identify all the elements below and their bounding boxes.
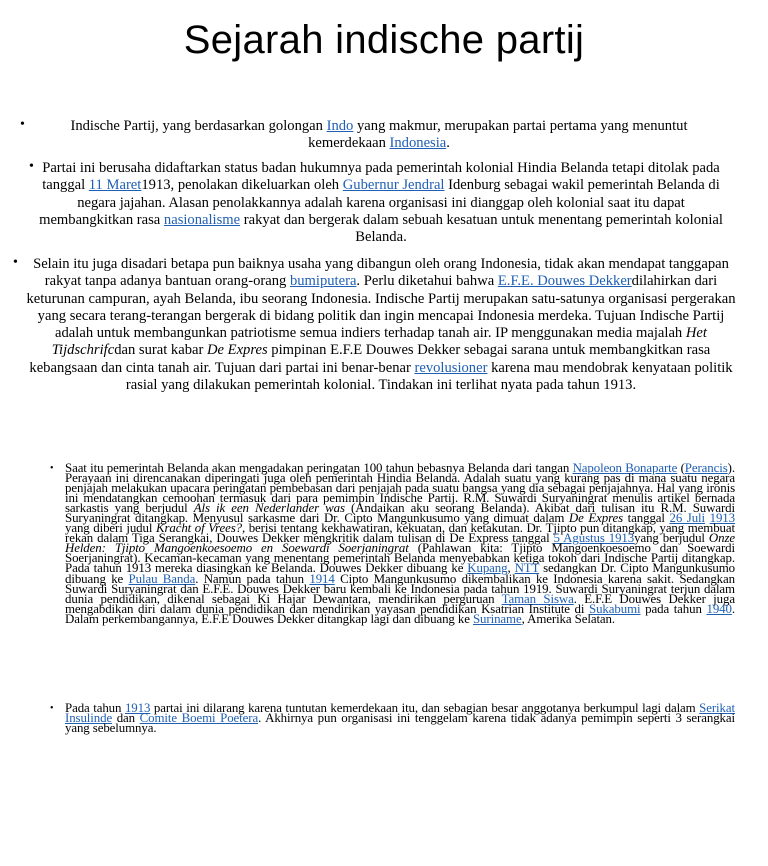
link-5-agustus-1913[interactable]: 5 Agustus 1913 (553, 531, 635, 546)
link-taman-siswa[interactable]: Taman Siswa (501, 591, 574, 606)
paragraph-1: Indische Partij, yang berdasarkan golongan Indo yang makmur, merupakan partai pertama yang menuntut kemerdekaan Indonesia. (70, 118, 688, 152)
paragraph-5: Pada tahun 1913 partai ini dilarang karena tuntutan kemerdekaan itu, dan sebagian besar anggotanya berkumpul lagi dalam Serikat Insulinde dan Comite Boemi Poetera. Akhirnya pun organisasi ini tenggelam karena tidak adanya pemimpin seperti 3 serangkai yang sebelumnya. (65, 701, 735, 736)
link-1914[interactable]: 1914 (309, 571, 335, 586)
link-kupang[interactable]: Kupang (467, 561, 508, 576)
link-11-maret[interactable]: 11 Maret (88, 177, 142, 194)
bullet-marker: • (50, 463, 54, 474)
paragraph-4: Saat itu pemerintah Belanda akan mengadakan peringatan 100 tahun bebasnya Belanda dari tangan Napoleon Bonaparte (Perancis). Perayaan ini direncanakan diperingati juga oleh pemerintah Hindia Belanda. Adalah suatu yang kurang pas di mana suatu negara penjajah melakukan upacara peringatan pembebasan dari penjajah pada suatu bangsa yang dia sebagai penjajahnya. Hal yang ironis ini mendatangkan cemoohan termasuk dari para pemimpin Indische Partij. R.M. Suwardi Suryaningrat menulis artikel bernada sarkastis yang berjudul Als ik een Nederlander was (Andaikan aku seorang Belanda). Akibat dari tulisan itu R.M. Suwardi Suryaningrat ditangkap. Menyusul sarkasme dari Dr. Cipto Mangunkusumo yang dimuat dalam De Expres tanggal 26 Juli 1913 yang diberi judul Kracht of Vrees?, berisi tentang kekhawatiran, kekuatan, dan ketakutan. Dr. Tjipto pun ditangkap, yang membuat rekan dalam Tiga Serangkai, Douwes Dekker mengkritik dalam tulisan di De Express tanggal 5 Agustus 1913yang berjudul Onze Helden: Tjipto Mangoenkoesoemo en Soewardi Soerjaningrat (Pahlawan kita: Tjipto Mangoenkoesoemo dan Soewardi Soerjaningrat). Kecaman-kecaman yang menentang pemerintah Belanda menyebabkan ketiga tokoh dari Indische Partij ditangkap. Pada tahun 1913 mereka diasingkan ke Belanda. Douwes Dekker dibuang ke Kupang, NTT sedangkan Dr. Cipto Mangunkusumo dibuang ke Pulau Banda. Namun pada tahun 1914 Cipto Mangunkusumo dikembalikan ke Indonesia karena sakit. Sedangkan Suwardi Suryaningrat dan E.F.E. Douwes Dekker baru kembali ke Indonesia pada tahun 1919. Suwardi Suryaningrat terjun dalam dunia pendidikan, dikenal sebagai Ki Hajar Dewantara, mendirikan perguruan Taman Siswa. E.F.E Douwes Dekker juga mengabdikan diri dalam dunia pendidikan dan mendirikan yayasan pendidikan Ksatrian Institute di Sukabumi pada tahun 1940. Dalam perkembangannya, E.F.E Douwes Dekker ditangkap lagi dan dibuang ke Suriname, Amerika Selatan. (65, 461, 736, 626)
link-26-juli[interactable]: 26 Juli (669, 511, 706, 526)
link-pulau-banda[interactable]: Pulau Banda (128, 571, 196, 586)
link-1913-b[interactable]: 1913 (124, 701, 151, 715)
link-bumiputera[interactable]: bumiputera (289, 273, 357, 290)
paragraph-2: Partai ini berusaha didaftarkan status badan hukumnya pada pemerintah kolonial Hindia Belanda tetapi ditolak pada tanggal 11 Maret1913, penolakan dikeluarkan oleh Gubernur Jendral Idenburg sebagai wakil pemerintah Belanda di negara jajahan. Alasan penolakkannya adalah karena organisasi ini dianggap oleh kolonial saat itu dapat membangkitkan rasa nasionalisme rakyat dan bergerak dalam sebuah kesatuan untuk menentang pemerintah kolonial Belanda. (39, 160, 723, 246)
link-1913[interactable]: 1913 (709, 511, 735, 526)
link-serikat-insulinde[interactable]: Serikat Insulinde (65, 701, 735, 726)
link-ntt[interactable]: NTT (514, 561, 540, 576)
link-napoleon-bonaparte[interactable]: Napoleon Bonaparte (572, 461, 678, 475)
bullet-marker: • (20, 117, 25, 132)
slide-title: Sejarah indische partij (183, 18, 585, 62)
link-1940[interactable]: 1940 (706, 601, 732, 616)
link-gubernur-jendral[interactable]: Gubernur Jendral (342, 177, 445, 194)
link-perancis[interactable]: Perancis (684, 461, 728, 475)
bullet-marker: • (50, 703, 54, 714)
bullet-marker: • (13, 255, 18, 270)
link-comite-boemi-poetera[interactable]: Comite Boemi Poetera (139, 711, 259, 726)
link-suriname[interactable]: Suriname (472, 611, 522, 626)
link-indonesia[interactable]: Indonesia (389, 135, 447, 152)
paragraph-3: Selain itu juga disadari betapa pun baiknya usaha yang dibangun oleh orang Indonesia, tidak akan mendapat tanggapan rakyat tanpa adanya bantuan orang-orang bumiputera. Perlu diketahui bahwa E.F.E. Douwes Dekkerdilahirkan dari keturunan campuran, ayah Belanda, ibu seorang Indonesia. Indische Partij merupakan satu-satunya organisasi pergerakan yang secara terang-terangan bergerak di bidang politik dan ingin mencapai Indonesia merdeka. Tujuan Indische Partij adalah untuk membangunkan patriotisme semua indiers terhadap tanah air. IP menggunakan media majalah Het Tijdschrifcdan surat kabar De Expres pimpinan E.F.E Douwes Dekker sebagai sarana untuk membangkitkan rasa kebangsaan dan cinta tanah air. Tujuan dari partai ini benar-benar revolusioner karena mau mendobrak kenyataan politik rasial yang dilakukan pemerintah kolonial. Tindakan ini terlihat nyata pada tahun 1913. (26, 256, 736, 394)
bullet-marker: • (29, 159, 34, 174)
link-sukabumi[interactable]: Sukabumi (589, 601, 641, 616)
link-indo[interactable]: Indo (326, 118, 354, 134)
link-nasionalisme[interactable]: nasionalisme (163, 211, 241, 228)
link-revolusioner[interactable]: revolusioner (414, 359, 488, 376)
link-douwes-dekker[interactable]: E.F.E. Douwes Dekker (497, 273, 632, 290)
